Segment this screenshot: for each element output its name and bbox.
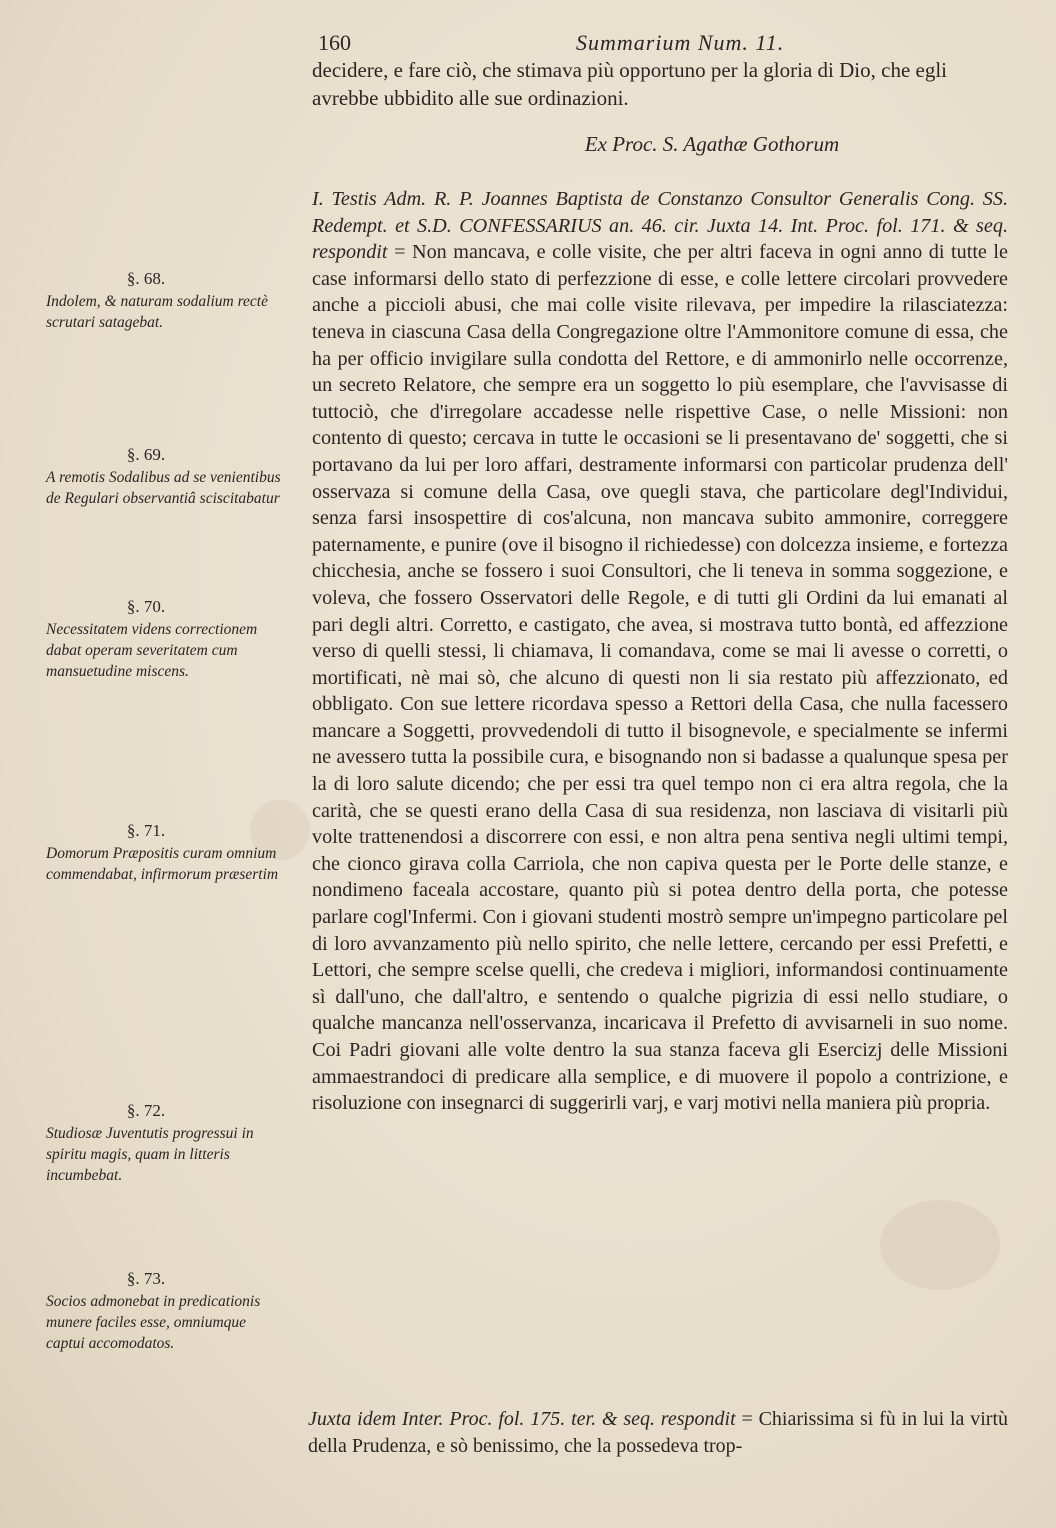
margin-note <box>46 1100 286 1186</box>
closing-intro: Juxta idem Inter. Proc. fol. 175. ter. & seq. respondit <box>308 1408 736 1430</box>
margin-note <box>46 1268 286 1354</box>
margin-note <box>46 444 286 509</box>
closing-paragraph <box>308 1406 1008 1460</box>
margin-note-text: Studiosæ Juventutis progressui in spiritu magis, quam in litteris incumbebat. <box>46 1125 254 1184</box>
continued-paragraph: decidere, e fare ciò, che stimava più opportuno per la gloria di Dio, che egli avrebbe ubbidito alle sue ordinazioni. <box>312 58 948 110</box>
closing-text: = Chiarissima si fù in lui la virtù della Prudenza, e sò benissimo, che la possedeva trop- <box>308 1408 1009 1457</box>
margin-note <box>46 820 286 885</box>
testimony-text: = Non mancava, e colle visite, che per altri faceva in ogni anno di tutte le case informarsi dello stato di perfezzione di esse, e colle lettere circolari provvedere anche a piccioli abusi, che mai colle visite rilevava, per impedire la rilasciatezza: teneva in ciascuna Casa della Congregazione oltre l'Ammonitore comune di essa, che ha per officio invigilare sulla condotta del Rettore, e di ammonirlo nelle occorrenze, un secreto Relatore, che sempre era un soggetto lo più esemplare, che l'avvisasse di tuttociò, che d'irregolare accadesse nelle rispettive Case, o nelle Missioni: non contento di questo; cercava in tutte le occasioni se li presentavano de' soggetti, che si portavano da lui per loro affari, destramente informarsi con particolar prudenza dell' osservaza si comune della Casa, ove quegli stava, che particolare degl'Individui, senza farsi insospettire di cos'alcuna, non mancava subito ammonire, correggere paternamente, e punire (ove il bisogno il richiedesse) con dolcezza insieme, e fortezza chicchesia, anche se fossero i suoi Consultori, che li teneva in somma soggezione, e voleva, che fossero Osservatori delle Regole, e di tutti gli Ordini da lui emanati al pari degli altri. Corretto, e castigato, che avea, si mostrava tutto bontà, ed affezzione verso di quelli stessi, li chiamava, li comandava, come se mai li avesse o corretti, o mortificati, nè mai sò, che alcuno di questi non li sia restato più affezzionato, ed obbligato. Con sue lettere ricordava spesso a Rettori della Casa, che nulla facessero mancare a Soggetti, provvedendoli di tutto il bisognevole, e specialmente se infermi ne avessero tutta la possibile cura, e bisognando non si badasse a qualunque spesa per la di loro salute dicendo; che per essi tra quel tempo non ci era altra regola, che la carità, che se questi erano della Casa di sua residenza, non lasciava di visitarli più volte trattenendosi a discorrere con essi, e non altra pena sentiva negli ultimi tempi, che cionco girava colla Carriola, che non capiva questa per le Porte delle stanze, e nondimeno faceala accostare, quanto più si potea dentro della porta, che potesse parlare cogl'Infermi. Con i giovani studenti mostrò sempre un'impegno particolare pel di loro avvanzamento più nello spirito, che nelle lettere, cercando per essi Prefetti, e Lettori, che sempre scelse quelli, che credeva i migliori, informandosi continuamente sì dall'uno, che dall'altro, e sentendo o qualche pigrizia di essi nello studiare, o qualche mancanza nell'osservanza, incaricava il Prefetto di avvisarneli in suo nome. Coi Padri giovani alle volte dentro la sua stanza faceva gli Esercizj delle Missioni ammaestrandoci di predicare alla semplice, e di muovere il popolo a contrizione, e risoluzione con insegnarci di suggerirli varj, e varj motivi nella maniera più propria. <box>312 241 1008 1115</box>
margin-note-text: Domorum Præpositis curam omnium commendabat, infirmorum præsertim <box>46 845 279 883</box>
margin-note <box>46 596 286 682</box>
margin-section-number: §. 69. <box>126 445 166 464</box>
section-heading: Ex Proc. S. Agathæ Gothorum <box>584 132 840 156</box>
witness-intro: I. Testis Adm. R. P. Joannes Baptista de Constanzo Consultor Generalis Cong. SS. Redempt. et S.D. CONFESSARIUS an. 46. cir. Juxta 14. Int. Proc. fol. 171. & seq. respondit <box>312 188 1008 264</box>
margin-note-text: A remotis Sodalibus ad se venientibus de Regulari observantiâ sciscitabatur <box>46 469 281 507</box>
margin-section-number: §. 68. <box>126 269 166 288</box>
testimony-body <box>312 186 1008 1117</box>
margin-section-number: §. 70. <box>126 597 166 616</box>
margin-section-number: §. 73. <box>126 1269 166 1288</box>
margin-note-text: Necessitatem videns correctionem dabat operam severitatem cum mansuetudine miscens. <box>46 621 258 680</box>
margin-section-number: §. 71. <box>126 821 166 840</box>
margin-section-number: §. 72. <box>126 1101 166 1120</box>
margin-note-text: Indolem, & naturam sodalium rectè scrutari satagebat. <box>46 293 268 331</box>
page-number: 160 <box>318 30 351 55</box>
paper-stain <box>880 1200 1000 1290</box>
margin-note <box>46 268 286 333</box>
running-title: Summarium Num. 11. <box>576 30 785 55</box>
margin-note-text: Socios admonebat in predicationis munere faciles esse, omniumque captui accomodatos. <box>46 1293 261 1352</box>
running-header <box>318 30 818 56</box>
